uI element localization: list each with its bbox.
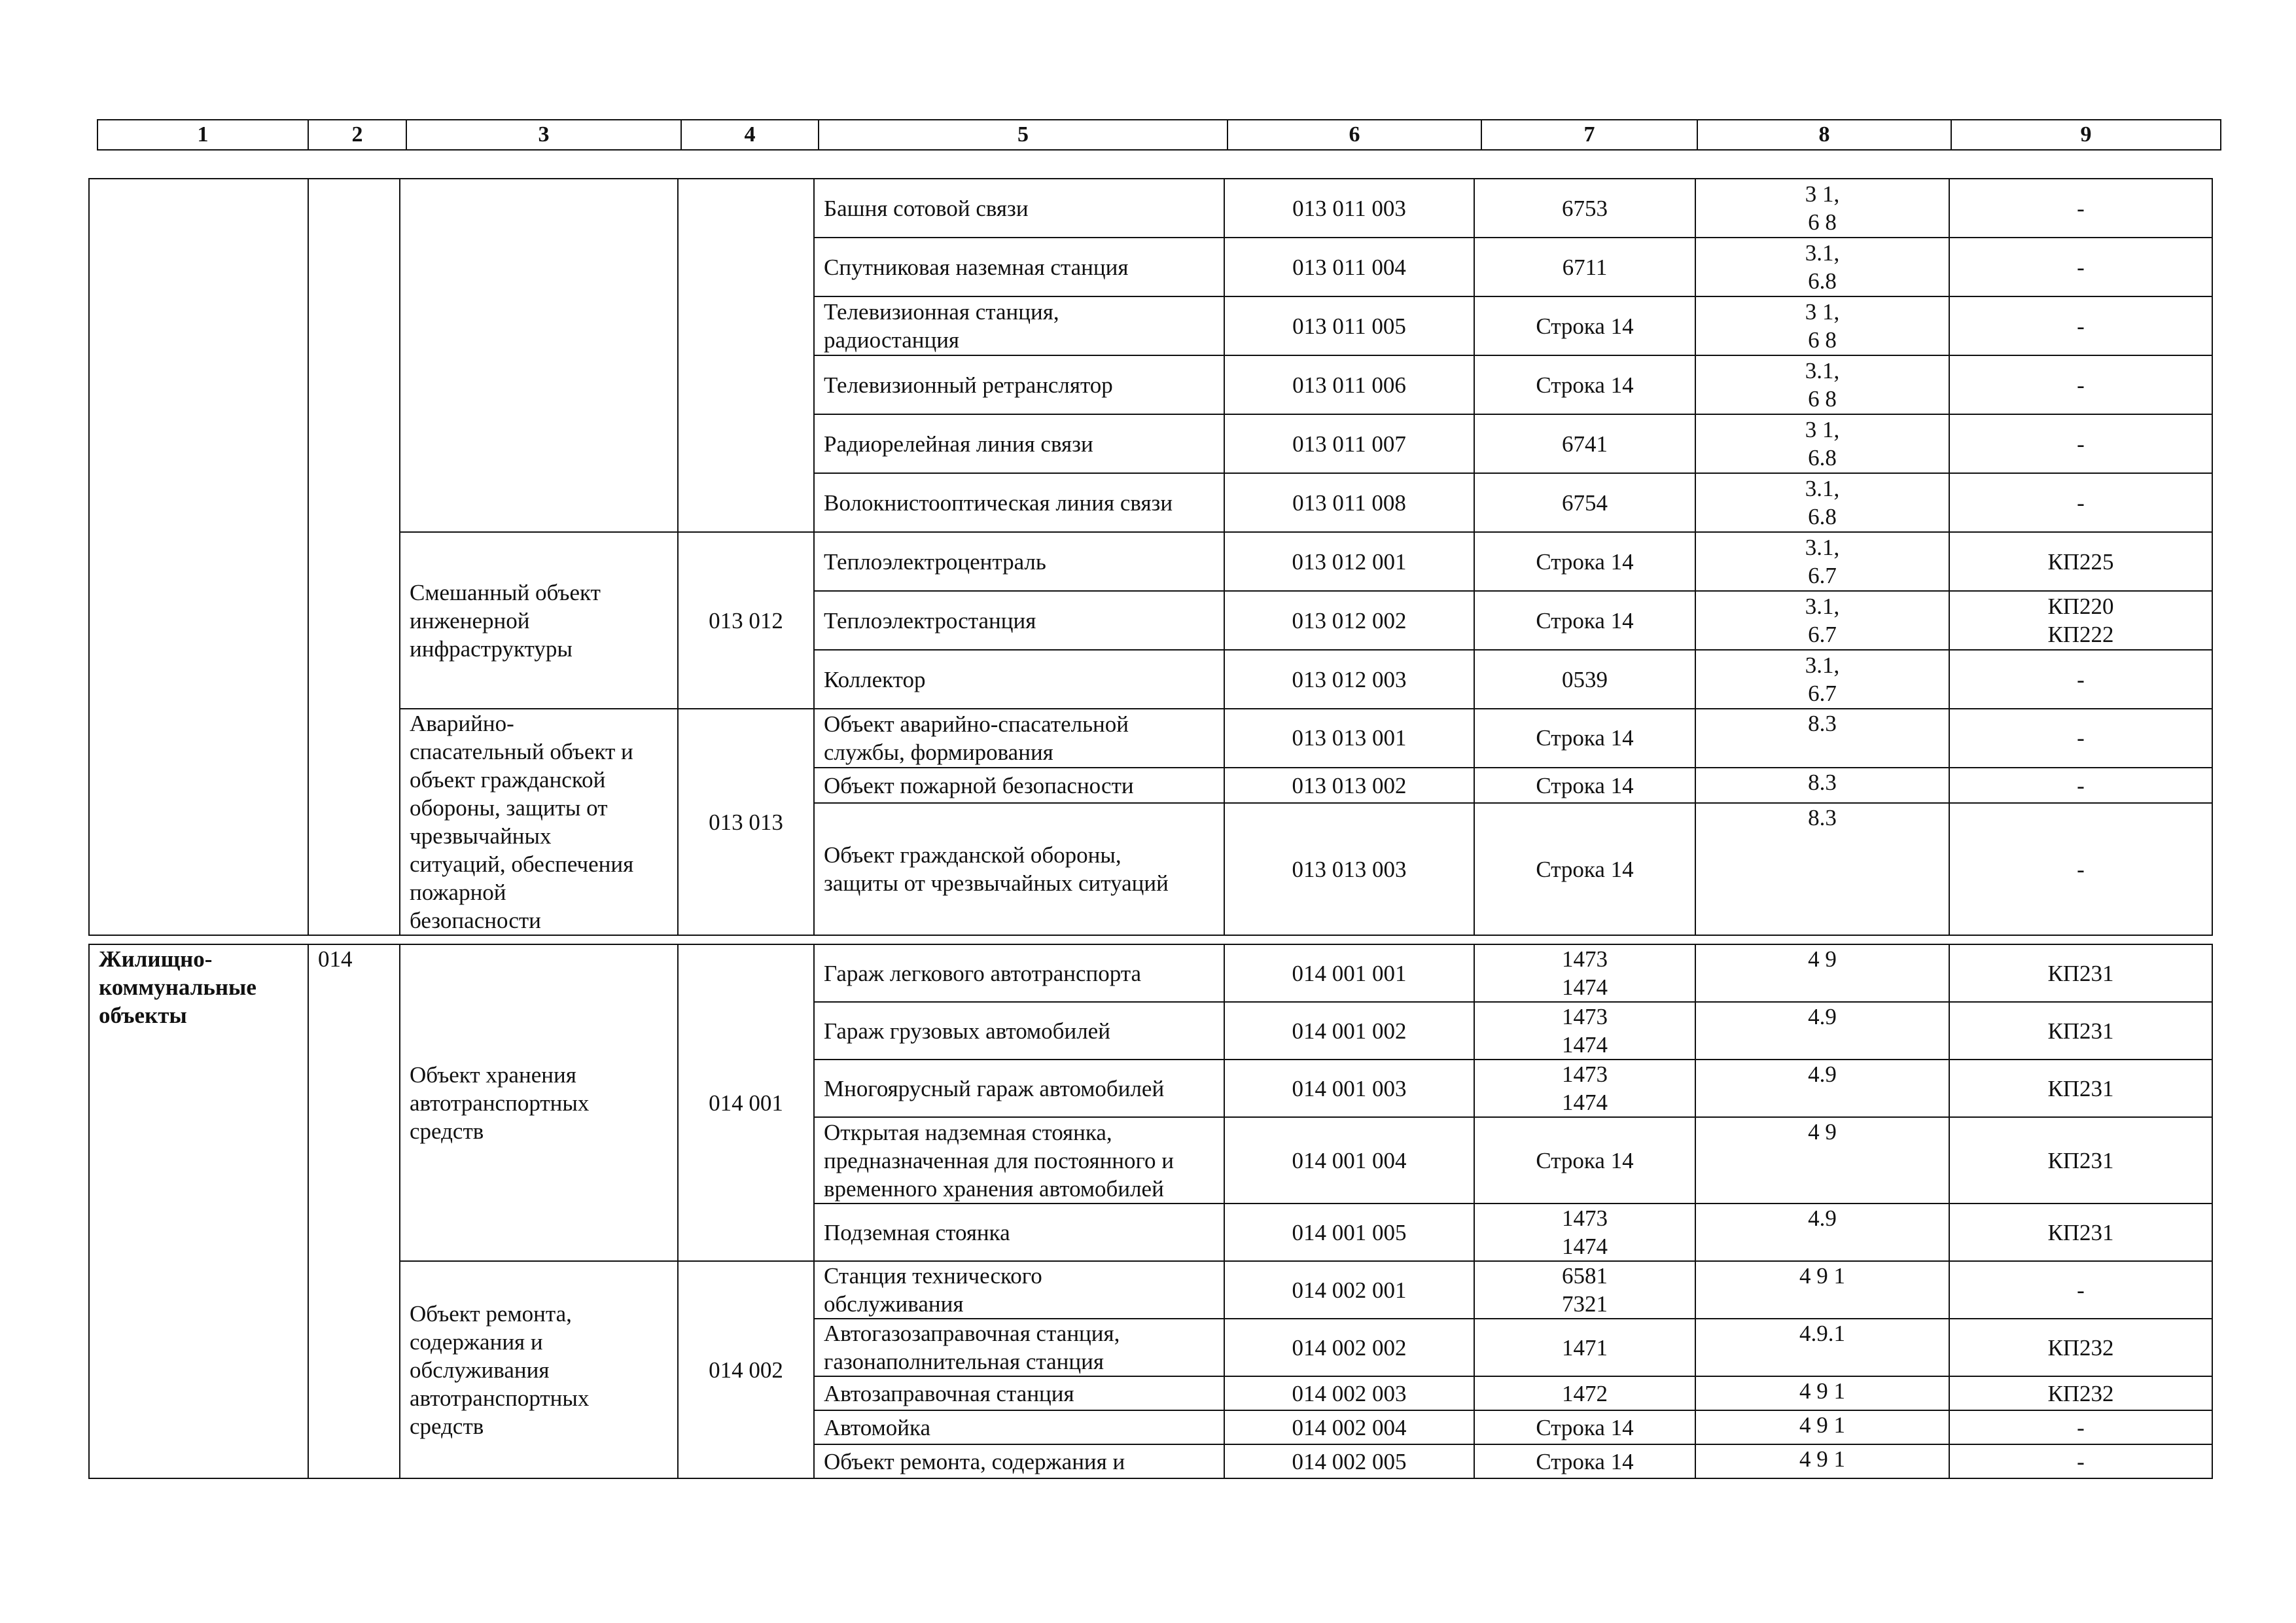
column-9-value: КП231 <box>1949 1117 2212 1204</box>
object-name: Телевизионный ретранслятор <box>814 355 1224 414</box>
column-8-value: 3.1, 6.8 <box>1695 473 1949 532</box>
group-name: Объект хранения автотранспортных средств <box>400 944 678 1261</box>
section-code-cell <box>308 179 400 935</box>
column-9-value: КП232 <box>1949 1376 2212 1410</box>
group-code: 014 002 <box>678 1261 814 1478</box>
column-7-value: Строка 14 <box>1474 591 1695 650</box>
col-number-7: 7 <box>1481 120 1697 150</box>
column-8-value: 3 1, 6 8 <box>1695 179 1949 238</box>
group-name: Смешанный объект инженерной инфраструктуры <box>400 532 678 709</box>
column-9-value: КП232 <box>1949 1319 2212 1376</box>
object-code: 013 012 002 <box>1224 591 1474 650</box>
object-code: 013 011 006 <box>1224 355 1474 414</box>
object-code: 013 011 008 <box>1224 473 1474 532</box>
column-8-value: 4 9 1 <box>1695 1444 1949 1478</box>
object-code: 013 012 003 <box>1224 650 1474 709</box>
column-7-value: 1472 <box>1474 1376 1695 1410</box>
object-name: Станция технического обслуживания <box>814 1261 1224 1319</box>
column-8-value: 4 9 1 <box>1695 1376 1949 1410</box>
column-8-value: 3.1, 6.8 <box>1695 238 1949 296</box>
object-code: 013 011 004 <box>1224 238 1474 296</box>
section-title-cell <box>89 179 308 935</box>
object-name: Многоярусный гараж автомобилей <box>814 1060 1224 1117</box>
column-7-value: 1473 1474 <box>1474 1204 1695 1261</box>
object-name: Гараж грузовых автомобилей <box>814 1002 1224 1060</box>
object-code: 014 002 004 <box>1224 1410 1474 1444</box>
column-7-value: 1473 1474 <box>1474 1002 1695 1060</box>
column-7-value: 6581 7321 <box>1474 1261 1695 1319</box>
column-8-value: 4 9 1 <box>1695 1261 1949 1319</box>
table-row <box>89 532 2212 591</box>
column-7-value: Строка 14 <box>1474 1410 1695 1444</box>
object-code: 014 001 001 <box>1224 944 1474 1002</box>
object-name: Автомойка <box>814 1410 1224 1444</box>
column-9-value: - <box>1949 1410 2212 1444</box>
object-code: 014 001 003 <box>1224 1060 1474 1117</box>
classifier-table <box>88 178 2213 936</box>
object-name: Волокнистооптическая линия связи <box>814 473 1224 532</box>
section-title: Жилищно- коммунальные объекты <box>89 944 308 1478</box>
table-row <box>89 179 2212 238</box>
column-7-value: 1471 <box>1474 1319 1695 1376</box>
object-name: Телевизионная станция, радиостанция <box>814 296 1224 355</box>
column-7-value: Строка 14 <box>1474 355 1695 414</box>
object-name: Объект гражданской обороны, защиты от чрезвычайных ситуаций <box>814 803 1224 935</box>
header-row <box>97 120 2221 150</box>
column-7-value: Строка 14 <box>1474 803 1695 935</box>
column-9-value: - <box>1949 238 2212 296</box>
column-7-value: Строка 14 <box>1474 1444 1695 1478</box>
column-7-value: 6711 <box>1474 238 1695 296</box>
column-8-value: 3.1, 6.7 <box>1695 650 1949 709</box>
column-9-value: - <box>1949 1444 2212 1478</box>
column-8-value: 4.9 <box>1695 1060 1949 1117</box>
object-name: Автозаправочная станция <box>814 1376 1224 1410</box>
object-code: 013 012 001 <box>1224 532 1474 591</box>
column-8-value: 4 9 1 <box>1695 1410 1949 1444</box>
column-7-value: Строка 14 <box>1474 709 1695 768</box>
object-name: Автогазозаправочная станция, газонаполнительная станция <box>814 1319 1224 1376</box>
column-8-value: 4 9 <box>1695 944 1949 1002</box>
group-code-cell <box>678 179 814 532</box>
object-name: Теплоэлектростанция <box>814 591 1224 650</box>
col-number-9: 9 <box>1951 120 2221 150</box>
group-code: 014 001 <box>678 944 814 1261</box>
group-code: 013 012 <box>678 532 814 709</box>
column-9-value: КП231 <box>1949 1204 2212 1261</box>
column-7-value: 6753 <box>1474 179 1695 238</box>
table-row <box>89 1261 2212 1319</box>
object-code: 014 002 003 <box>1224 1376 1474 1410</box>
column-9-value: - <box>1949 709 2212 768</box>
table-row <box>89 709 2212 768</box>
col-number-2: 2 <box>308 120 406 150</box>
object-code: 014 002 001 <box>1224 1261 1474 1319</box>
column-9-value: - <box>1949 473 2212 532</box>
column-7-value: 6754 <box>1474 473 1695 532</box>
group-code: 013 013 <box>678 709 814 935</box>
column-9-value: КП220 КП222 <box>1949 591 2212 650</box>
col-number-8: 8 <box>1697 120 1951 150</box>
group-name: Объект ремонта, содержания и обслуживания автотранспортных средств <box>400 1261 678 1478</box>
column-7-value: 1473 1474 <box>1474 944 1695 1002</box>
object-code: 013 011 003 <box>1224 179 1474 238</box>
column-9-value: - <box>1949 768 2212 804</box>
column-8-value: 3 1, 6.8 <box>1695 414 1949 473</box>
column-8-value: 3.1, 6 8 <box>1695 355 1949 414</box>
column-7-value: 6741 <box>1474 414 1695 473</box>
column-9-value: КП225 <box>1949 532 2212 591</box>
column-8-value: 4.9 <box>1695 1204 1949 1261</box>
object-name: Объект аварийно-спасательной службы, формирования <box>814 709 1224 768</box>
object-code: 013 013 003 <box>1224 803 1474 935</box>
object-code: 014 002 005 <box>1224 1444 1474 1478</box>
column-9-value: - <box>1949 179 2212 238</box>
object-code: 013 013 002 <box>1224 768 1474 804</box>
object-code: 014 002 002 <box>1224 1319 1474 1376</box>
col-number-1: 1 <box>97 120 308 150</box>
object-name: Башня сотовой связи <box>814 179 1224 238</box>
object-name: Открытая надземная стоянка, предназначенная для постоянного и временного хранения автомобилей <box>814 1117 1224 1204</box>
column-8-value: 3.1, 6.7 <box>1695 532 1949 591</box>
column-9-value: КП231 <box>1949 1002 2212 1060</box>
column-8-value: 8.3 <box>1695 709 1949 768</box>
column-7-value: Строка 14 <box>1474 532 1695 591</box>
col-number-5: 5 <box>819 120 1227 150</box>
column-8-value: 3.1, 6.7 <box>1695 591 1949 650</box>
object-code: 014 001 002 <box>1224 1002 1474 1060</box>
section-code: 014 <box>308 944 400 1478</box>
object-name: Объект ремонта, содержания и <box>814 1444 1224 1478</box>
column-8-value: 3 1, 6 8 <box>1695 296 1949 355</box>
object-name: Коллектор <box>814 650 1224 709</box>
column-8-value: 8.3 <box>1695 768 1949 804</box>
object-name: Объект пожарной безопасности <box>814 768 1224 804</box>
object-code: 013 013 001 <box>1224 709 1474 768</box>
col-number-3: 3 <box>406 120 681 150</box>
object-code: 014 001 004 <box>1224 1117 1474 1204</box>
object-name: Радиорелейная линия связи <box>814 414 1224 473</box>
column-7-value: Строка 14 <box>1474 768 1695 804</box>
col-number-4: 4 <box>681 120 819 150</box>
classifier-table-section-014 <box>88 944 2213 1479</box>
column-8-value: 4.9.1 <box>1695 1319 1949 1376</box>
object-name: Теплоэлектроцентраль <box>814 532 1224 591</box>
column-7-value: Строка 14 <box>1474 1117 1695 1204</box>
object-name: Спутниковая наземная станция <box>814 238 1224 296</box>
group-name: Аварийно- спасательный объект и объект гражданской обороны, защиты от чрезвычайных ситуаций, обеспечения пожарной безопасности <box>400 709 678 935</box>
column-7-value: 1473 1474 <box>1474 1060 1695 1117</box>
table-row <box>89 944 2212 1002</box>
column-8-value: 4.9 <box>1695 1002 1949 1060</box>
column-7-value: Строка 14 <box>1474 296 1695 355</box>
object-name: Подземная стоянка <box>814 1204 1224 1261</box>
object-name: Гараж легкового автотранспорта <box>814 944 1224 1002</box>
column-number-header <box>97 119 2221 151</box>
column-9-value: - <box>1949 650 2212 709</box>
column-9-value: - <box>1949 1261 2212 1319</box>
column-8-value: 8.3 <box>1695 803 1949 935</box>
column-9-value: - <box>1949 296 2212 355</box>
column-9-value: КП231 <box>1949 944 2212 1002</box>
group-name-cell <box>400 179 678 532</box>
object-code: 013 011 005 <box>1224 296 1474 355</box>
object-code: 014 001 005 <box>1224 1204 1474 1261</box>
object-code: 013 011 007 <box>1224 414 1474 473</box>
column-9-value: - <box>1949 414 2212 473</box>
column-9-value: - <box>1949 803 2212 935</box>
column-9-value: - <box>1949 355 2212 414</box>
col-number-6: 6 <box>1227 120 1481 150</box>
column-7-value: 0539 <box>1474 650 1695 709</box>
column-9-value: КП231 <box>1949 1060 2212 1117</box>
column-8-value: 4 9 <box>1695 1117 1949 1204</box>
